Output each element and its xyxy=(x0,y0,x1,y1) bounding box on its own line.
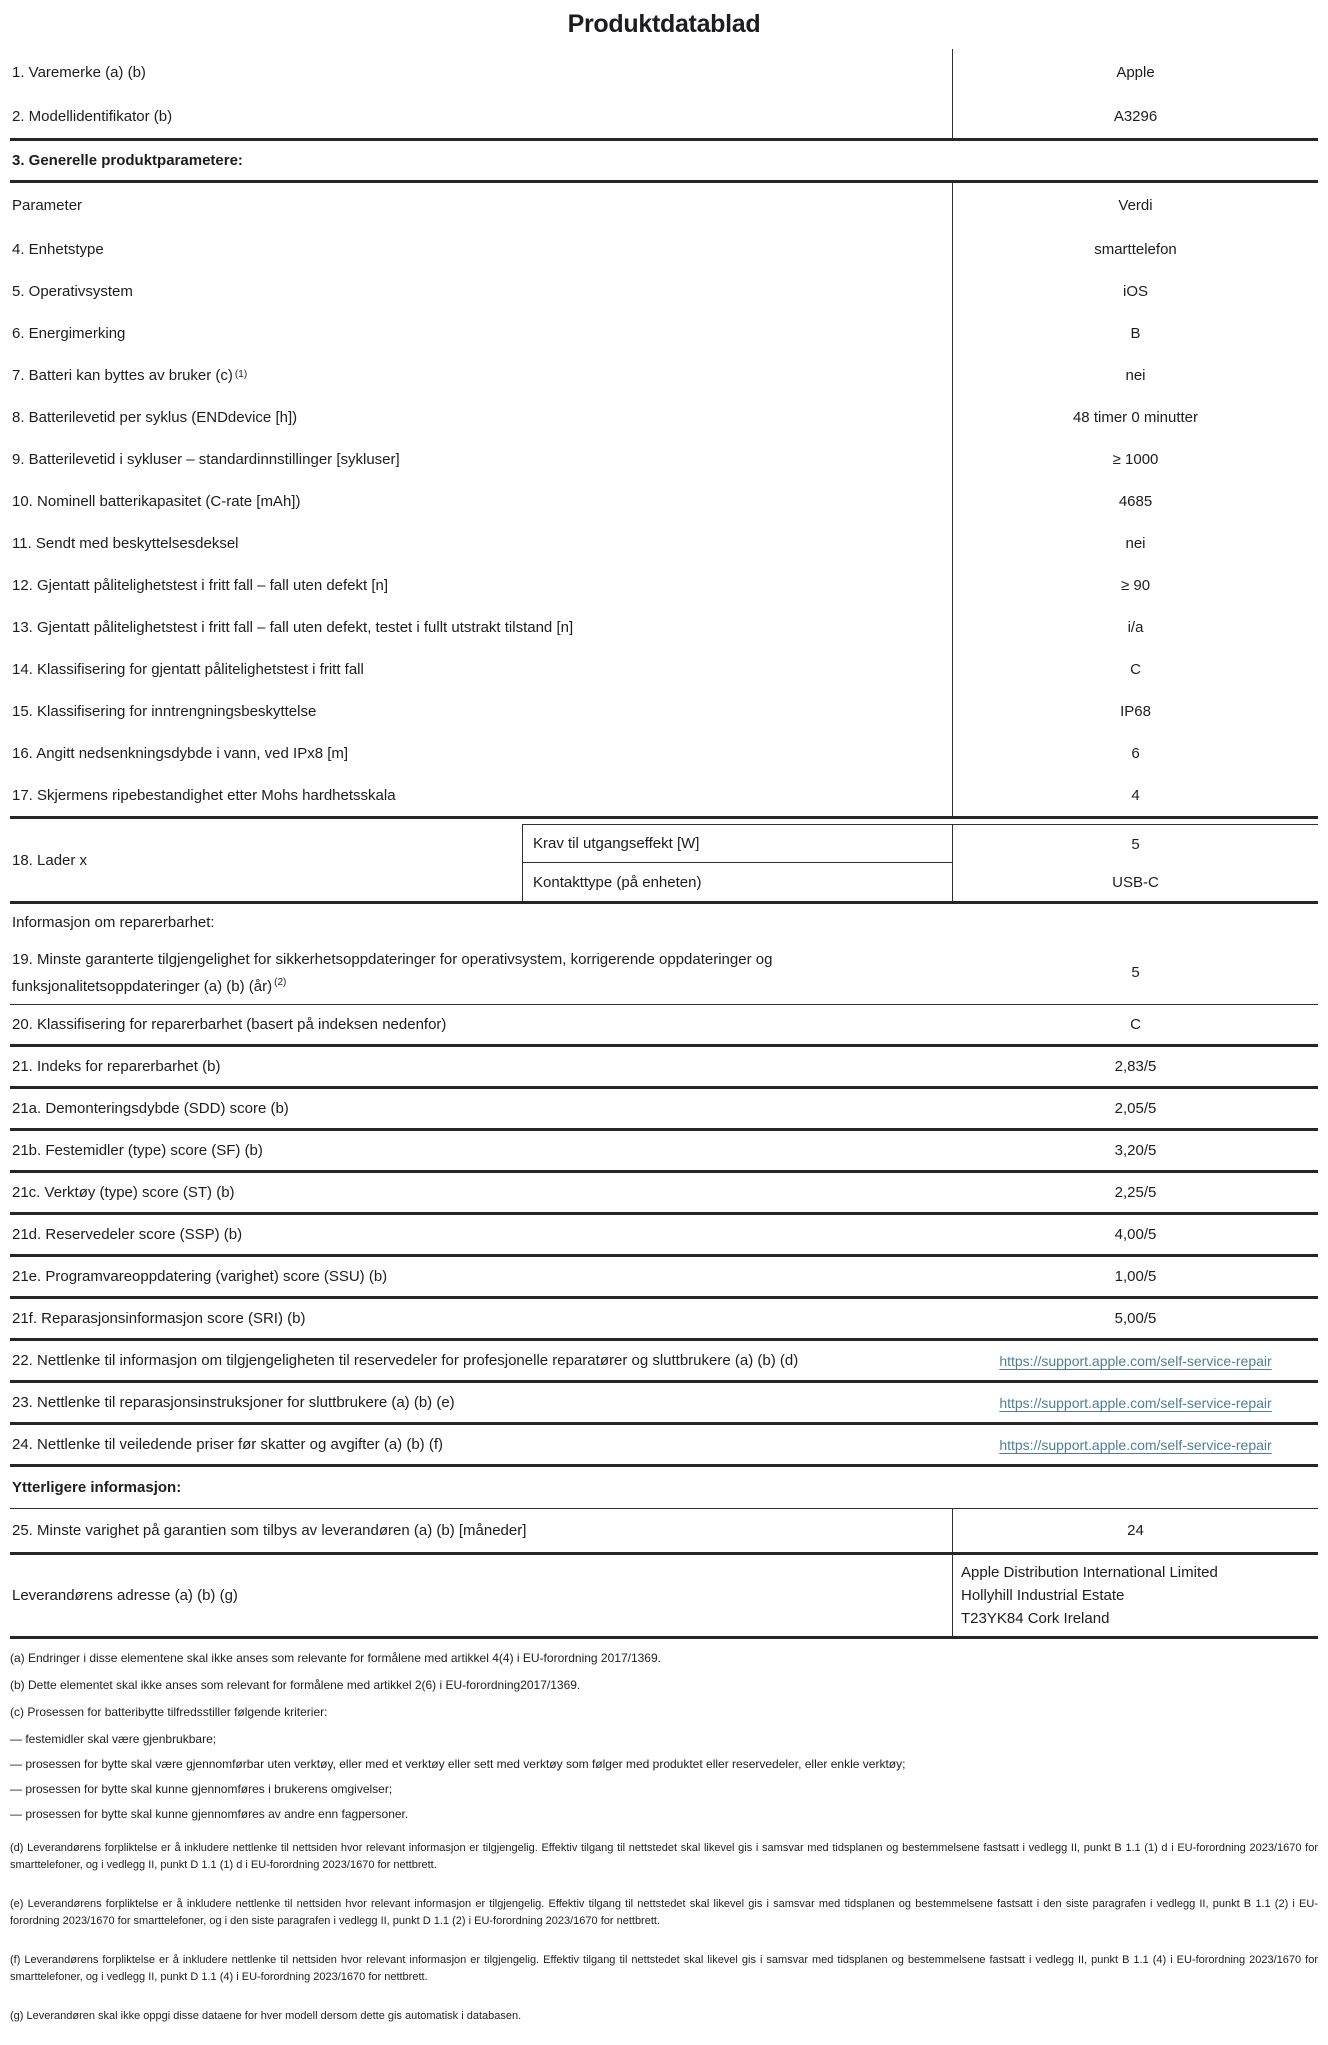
row-label: 6. Energimerking xyxy=(10,312,953,354)
row-label: 21f. Reparasjonsinformasjon score (SRI) (b) xyxy=(12,1310,306,1327)
row-value: 6 xyxy=(1131,744,1140,762)
row-label: 16. Angitt nedsenkningsdybde i vann, ved IPx8 [m] xyxy=(10,732,953,774)
charger-sub-row xyxy=(523,825,1318,863)
row-value: 5 xyxy=(1131,963,1140,981)
row-value xyxy=(953,1425,1318,1464)
row-label: 9. Batterilevetid i sykluser – standardinnstillinger [sykluser] xyxy=(10,438,953,480)
row-value: i/a xyxy=(1127,618,1144,636)
row-label xyxy=(10,940,953,1004)
row-label: 10. Nominell batterikapasitet (C-rate [mAh]) xyxy=(10,480,953,522)
row-value: nei xyxy=(1125,366,1146,384)
table-row xyxy=(10,480,1318,522)
table-row xyxy=(10,396,1318,438)
row-value: smarttelefon xyxy=(1094,240,1177,258)
table-row xyxy=(10,354,1318,396)
row-label: Kontakttype (på enheten) xyxy=(523,863,953,901)
table-row xyxy=(10,690,1318,732)
table-row-score xyxy=(10,1089,1318,1131)
row-value: 4685 xyxy=(1118,492,1153,510)
row-label: 23. Nettlenke til reparasjonsinstruksjoner for sluttbrukere (a) (b) (e) xyxy=(12,1394,455,1411)
row-value xyxy=(953,1341,1318,1380)
row-label-text: funksjonalitetsoppdateringer (a) (b) (år) xyxy=(12,978,273,995)
spare-parts-link[interactable]: https://support.apple.com/self-service-repair xyxy=(999,1352,1272,1369)
table-row-supplier-address xyxy=(10,1555,1318,1639)
row-value: 3,20/5 xyxy=(1114,1142,1157,1159)
table-row-link xyxy=(10,1341,1318,1383)
row-label: 21. Indeks for reparerbarhet (b) xyxy=(12,1058,221,1075)
footnote-b: (b) Dette elementet skal ikke anses som relevant for formålene med artikkel 2(6) i EU-forordning2017/1369. xyxy=(10,1678,581,1692)
row-label: 8. Batterilevetid per syklus (ENDdevice [h]) xyxy=(10,396,953,438)
row-value: 2,05/5 xyxy=(1114,1100,1157,1117)
pricing-link[interactable]: https://support.apple.com/self-service-repair xyxy=(999,1436,1272,1453)
table-row xyxy=(10,522,1318,564)
row-value: Apple xyxy=(1116,63,1155,81)
table-row xyxy=(10,564,1318,606)
footnote-d: (d) Leverandørens forpliktelse er å inkludere nettlenke til nettsiden hvor relevant informasjon er tilgjengelig. Effektiv tilgang til nettstedet skal likevel gis i samsvar med tidsplanen og bestemmelsene fastsatt i vedlegg II, punkt B 1.1 (1) d i EU-forordning 2023/1670 for smarttelefoner, og i vedlegg II, punkt D 1.1 (1) d i EU-forordning 2023/1670 for nettbrett. xyxy=(10,1842,1318,1871)
footnotes xyxy=(10,1639,1318,2025)
table-row xyxy=(10,732,1318,774)
charger-sub-row xyxy=(523,863,1318,901)
row-value: C xyxy=(1130,660,1141,678)
address-line: Apple Distribution International Limited xyxy=(961,1564,1218,1581)
row-value: 5,00/5 xyxy=(1114,1310,1157,1327)
row-value: 1,00/5 xyxy=(1114,1268,1157,1285)
table-row-link xyxy=(10,1425,1318,1467)
repair-instructions-link[interactable]: https://support.apple.com/self-service-repair xyxy=(999,1394,1272,1411)
row-value: B xyxy=(1130,324,1141,342)
table-row xyxy=(10,228,1318,270)
row-value: 4,00/5 xyxy=(1114,1226,1157,1243)
footnote-c-item: — festemidler skal være gjenbrukbare; xyxy=(10,1732,217,1746)
table-row xyxy=(10,774,1318,816)
row-value: iOS xyxy=(1122,282,1148,300)
row-label: 22. Nettlenke til informasjon om tilgjengeligheten til reservedeler for profesjonelle reparatører og sluttbrukere (a) (b) (d) xyxy=(12,1352,799,1369)
row-label: 21e. Programvareoppdatering (varighet) score (SSU) (b) xyxy=(12,1268,388,1285)
footnote-c-item: — prosessen for bytte skal kunne gjennomføres i brukerens omgivelser; xyxy=(10,1782,393,1796)
footnote-g: (g) Leverandøren skal ikke oppgi disse dataene for hver modell dersom dette gis automatisk i databasen. xyxy=(10,2010,522,2022)
row-label: 13. Gjentatt pålitelighetstest i fritt fall – fall uten defekt, testet i fullt utstrakt tilstand [n] xyxy=(10,606,953,648)
row-value: 2,25/5 xyxy=(1114,1184,1157,1201)
row-label: 17. Skjermens ripebestandighet etter Mohs hardhetsskala xyxy=(10,774,953,816)
table-header-row xyxy=(10,183,1318,228)
row-label: Leverandørens adresse (a) (b) (g) xyxy=(10,1555,953,1636)
row-value: C xyxy=(1130,1016,1141,1033)
row-value: 24 xyxy=(1127,1522,1144,1539)
footnote-a: (a) Endringer i disse elementene skal ikke anses som relevante for formålene med artikkel 4(4) i EU-forordning 2017/1369. xyxy=(10,1651,661,1665)
table-row xyxy=(10,270,1318,312)
row-value: 5 xyxy=(1131,835,1140,853)
row-value: 4 xyxy=(1131,786,1140,804)
row-label: 25. Minste varighet på garantien som tilbys av leverandøren (a) (b) [måneder] xyxy=(10,1509,953,1552)
table-row-brand xyxy=(10,49,1318,95)
section-heading-repairability: Informasjon om reparerbarhet: xyxy=(12,913,215,931)
row-value: 48 timer 0 minutter xyxy=(1072,408,1199,426)
row-label: 1. Varemerke (a) (b) xyxy=(10,49,953,95)
charger-sub-table xyxy=(522,824,1318,901)
table-row xyxy=(10,312,1318,354)
row-label: 21c. Verktøy (type) score (ST) (b) xyxy=(12,1184,235,1201)
row-value: USB-C xyxy=(1112,873,1159,891)
row-value: ≥ 90 xyxy=(1120,576,1151,594)
page-title: Produktdatablad xyxy=(567,10,761,38)
charger-row xyxy=(10,816,1318,904)
row-label: 5. Operativsystem xyxy=(10,270,953,312)
table-row-repair-class xyxy=(10,1005,1318,1047)
row-label: 11. Sendt med beskyttelsesdeksel xyxy=(10,522,953,564)
row-value: A3296 xyxy=(1113,108,1158,125)
table-row-score xyxy=(10,1215,1318,1257)
row-value: nei xyxy=(1125,534,1146,552)
row-value: 2,83/5 xyxy=(1114,1058,1157,1075)
table-row xyxy=(10,606,1318,648)
column-header-parameter: Parameter xyxy=(10,183,953,228)
row-label: 14. Klassifisering for gjentatt pålitelighetstest i fritt fall xyxy=(10,648,953,690)
table-row xyxy=(10,648,1318,690)
row-label: 2. Modellidentifikator (b) xyxy=(10,95,953,138)
footnote-c-item: — prosessen for bytte skal være gjennomførbar uten verktøy, eller med et verktøy eller sett med verktøy som følger med produktet eller reservedeler, eller enkle verktøy; xyxy=(10,1757,906,1771)
table-row-model xyxy=(10,95,1318,141)
row-label: Krav til utgangseffekt [W] xyxy=(523,825,953,863)
table-row-score xyxy=(10,1257,1318,1299)
row-label: 21a. Demonteringsdybde (SDD) score (b) xyxy=(12,1100,289,1117)
table-row-score xyxy=(10,1047,1318,1089)
row-label: 24. Nettlenke til veiledende priser før skatter og avgifter (a) (b) (f) xyxy=(12,1436,444,1453)
row-label: 20. Klassifisering for reparerbarhet (basert på indeksen nedenfor) xyxy=(12,1016,447,1033)
table-row-score xyxy=(10,1131,1318,1173)
row-label: 15. Klassifisering for inntrengningsbeskyttelse xyxy=(10,690,953,732)
table-row-updates xyxy=(10,940,1318,1005)
footnote-e: (e) Leverandørens forpliktelse er å inkludere nettlenke til nettsiden hvor relevant informasjon er tilgjengelig. Effektiv tilgang til nettstedet skal likevel gis i samsvar med tidsplanen og bestemmelsene fastsatt i den siste paragrafen i vedlegg II, punkt B 1.1 (2) i EU-forordning 2023/1670 for smarttelefoner, og i den siste paragrafen i vedlegg II, punkt D 1.1 (2) i EU-forordning 2023/1670 for nettbrett. xyxy=(10,1898,1318,1927)
footnote-c: (c) Prosessen for batteribytte tilfredsstiller følgende kriterier: xyxy=(10,1705,328,1719)
footnote-f: (f) Leverandørens forpliktelse er å inkludere nettlenke til nettsiden hvor relevant informasjon er tilgjengelig. Effektiv tilgang til nettstedet skal likevel gis i samsvar med tidsplanen og bestemmelsene fastsatt i vedlegg II, punkt B 1.1 (4) i EU-forordning 2023/1670 for smarttelefoner, og i vedlegg II, punkt D 1.1 (4) i EU-forordning 2023/1670 for nettbrett. xyxy=(10,1954,1318,1983)
row-label-line2 xyxy=(12,973,939,1000)
footnote-ref-2: (2) xyxy=(274,977,287,988)
table-row-warranty xyxy=(10,1509,1318,1555)
table-row-score xyxy=(10,1299,1318,1341)
footnote-c-item: — prosessen for bytte skal kunne gjennomføres av andre enn fagpersoner. xyxy=(10,1807,409,1821)
section-heading-additional: Ytterligere informasjon: xyxy=(10,1467,1318,1509)
row-value: ≥ 1000 xyxy=(1112,450,1159,468)
section-heading-general: 3. Generelle produktparametere: xyxy=(10,141,1318,183)
row-label: 4. Enhetstype xyxy=(10,228,953,270)
table-row xyxy=(10,438,1318,480)
row-label: 7. Batteri kan byttes av bruker (c) (1) xyxy=(10,354,953,396)
row-label: 21b. Festemidler (type) score (SF) (b) xyxy=(12,1142,263,1159)
row-label: 18. Lader x xyxy=(12,851,88,869)
table-row-score xyxy=(10,1173,1318,1215)
row-value xyxy=(953,1383,1318,1422)
row-label: 12. Gjentatt pålitelighetstest i fritt fall – fall uten defekt [n] xyxy=(10,564,953,606)
supplier-address xyxy=(953,1555,1318,1636)
row-label: 21d. Reservedeler score (SSP) (b) xyxy=(12,1226,243,1243)
column-header-value: Verdi xyxy=(1118,197,1153,214)
table-row-link xyxy=(10,1383,1318,1425)
row-label-line1: 19. Minste garanterte tilgjengelighet for sikkerhetsoppdateringer for operativsystem, korrigerende oppdateringer og xyxy=(12,951,773,968)
address-line: T23YK84 Cork Ireland xyxy=(961,1610,1110,1627)
address-line: Hollyhill Industrial Estate xyxy=(961,1587,1125,1604)
row-value: IP68 xyxy=(1120,702,1151,720)
row-label-text: 7. Batteri kan byttes av bruker (c) xyxy=(12,366,233,384)
